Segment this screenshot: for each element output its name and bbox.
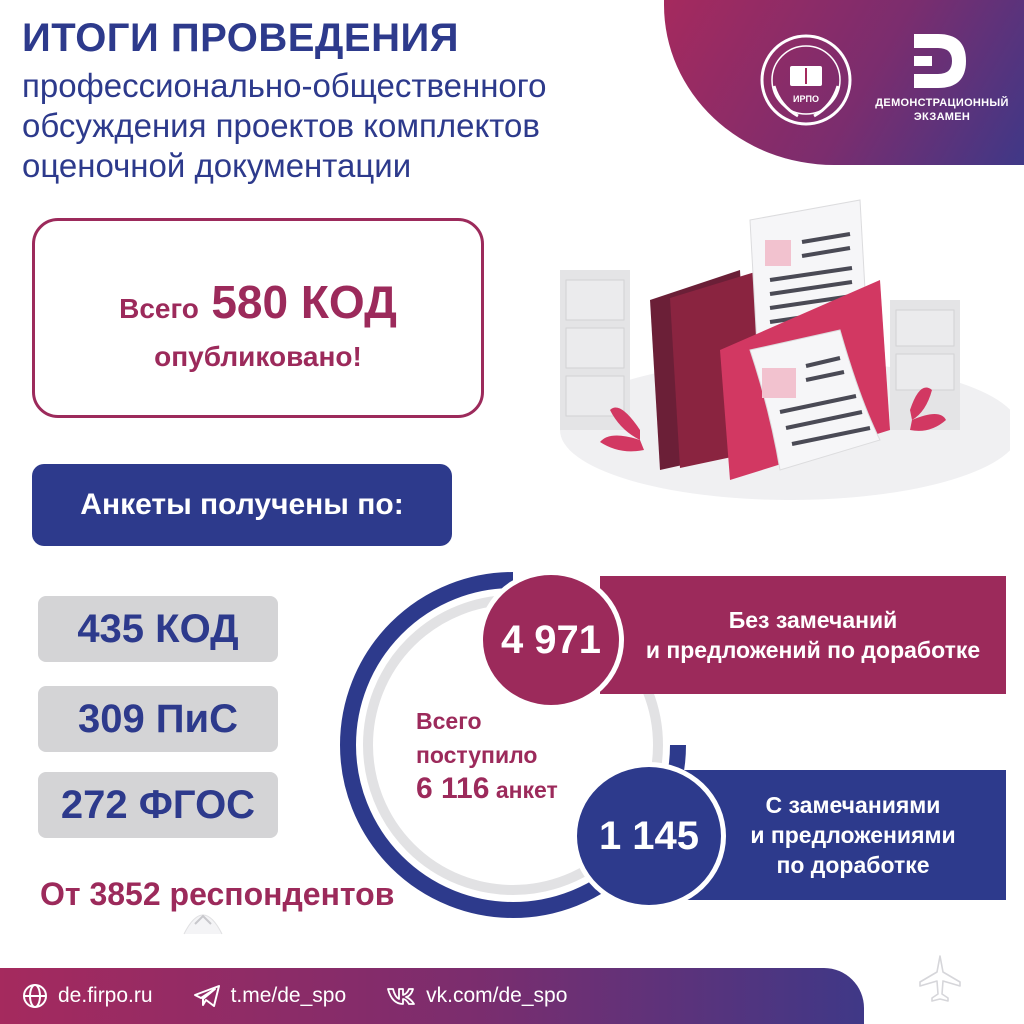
de-label-line2: ЭКЗАМЕН: [913, 111, 971, 123]
respondents-text: От 3852 респондентов: [40, 876, 395, 912]
published-prefix: Всего: [119, 293, 199, 324]
total-number: 6 116: [416, 772, 490, 805]
footer-vk[interactable]: [386, 984, 567, 1008]
page-subtitle: профессионально-общественного обсуждения проектов комплектов оценочной документации: [22, 67, 547, 184]
footer-site[interactable]: [22, 983, 153, 1009]
de-logo-icon: [900, 30, 980, 92]
footer-telegram[interactable]: [193, 984, 347, 1008]
de-label-line1: ДЕМОНСТРАЦИОННЫЙ: [875, 97, 1009, 109]
published-box: [32, 218, 484, 418]
stat-pill-pis: 309 ПиС: [38, 686, 278, 752]
stat-pill-fgos: 272 ФГОС: [38, 772, 278, 838]
scroll-up-icon[interactable]: [180, 900, 226, 936]
footer-site-link[interactable]: de.firpo.ru: [58, 984, 153, 1007]
footer: [0, 968, 864, 1024]
questionnaires-label: Анкеты получены по:: [32, 464, 452, 546]
published-suffix: опубликовано!: [154, 341, 362, 372]
vk-icon: [386, 986, 416, 1006]
irpo-logo-icon: [758, 32, 854, 128]
with-comments-value: 1 145: [572, 762, 726, 910]
footer-vk-link[interactable]: vk.com/de_spo: [426, 984, 568, 1007]
published-value: 580 КОД: [211, 276, 397, 328]
without-comments-line2: и предложений по доработке: [645, 637, 981, 663]
telegram-icon: [193, 984, 221, 1008]
total-unit: анкет: [495, 777, 558, 803]
globe-icon: [22, 983, 48, 1009]
total-received: [416, 704, 576, 807]
page-title: ИТОГИ ПРОВЕДЕНИЯ: [22, 16, 459, 60]
irpo-label: ИРПО: [793, 94, 819, 104]
de-logo-text: [872, 96, 1012, 124]
without-comments-value: 4 971: [478, 570, 624, 710]
with-comments-line3: по доработке: [776, 852, 930, 878]
footer-telegram-link[interactable]: t.me/de_spo: [230, 984, 347, 1007]
total-line2: поступило: [416, 742, 538, 768]
with-comments-line1: С замечаниями: [765, 792, 941, 818]
without-comments-line1: Без замечаний: [728, 607, 898, 633]
stat-pill-kod: 435 КОД: [38, 596, 278, 662]
with-comments-line2: и предложениями: [750, 822, 956, 848]
documents-illustration: [540, 180, 1010, 510]
total-line1: Всего: [416, 708, 482, 734]
without-comments-bar: [600, 576, 1006, 694]
airplane-icon: [914, 952, 966, 1004]
